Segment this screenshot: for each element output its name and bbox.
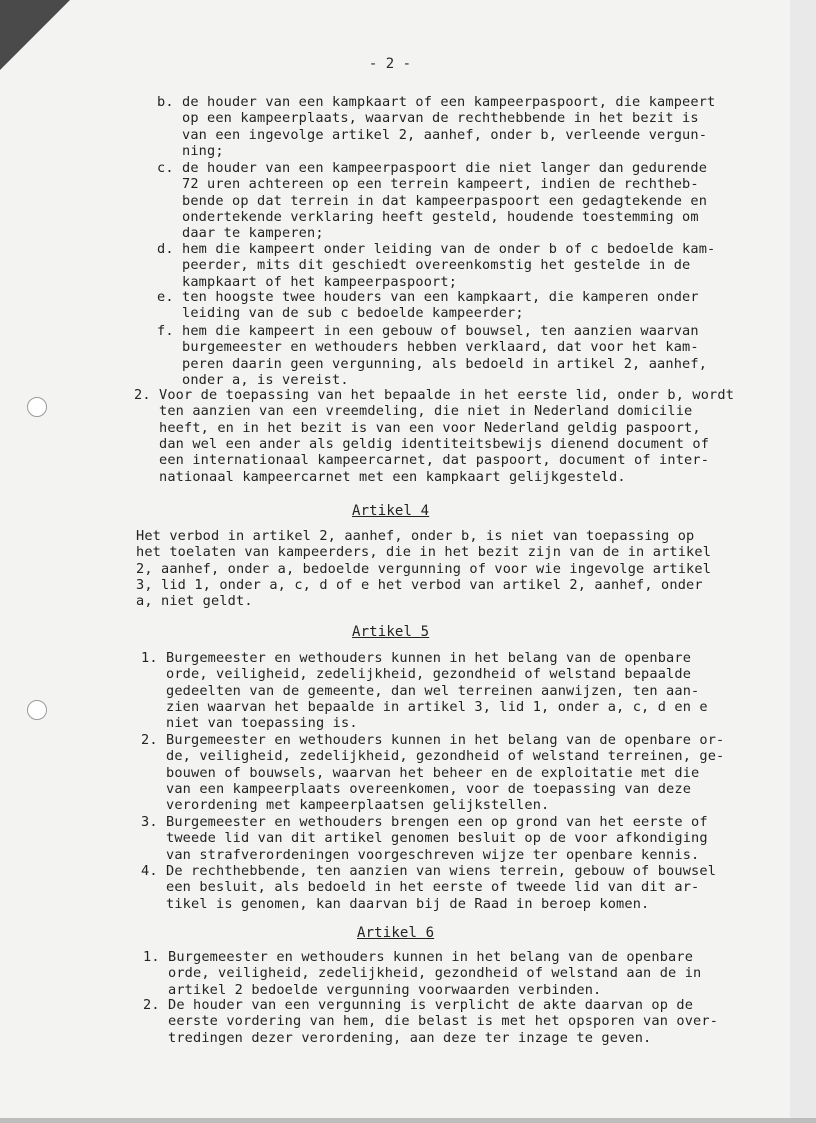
section-art3-2-line: heeft, en in het bezit is van een voor Nederland geldig paspoort, bbox=[134, 419, 701, 436]
punch-hole-bottom bbox=[27, 700, 47, 720]
article-paragraph-line: artikel 2 bedoelde vergunning voorwaarden verbinden. bbox=[143, 981, 602, 998]
section-art3-2-line: nationaal kampeercarnet met een kampkaart gelijkgesteld. bbox=[134, 468, 626, 485]
section-art3-2-line: 2. Voor de toepassing van het bepaalde in het eerste lid, onder b, wordt bbox=[134, 387, 735, 403]
section-c-line: c. de houder van een kampeerpaspoort die niet langer dan gedurende bbox=[157, 160, 708, 176]
article-paragraph-line: een besluit, als bedoeld in het eerste of tweede lid van dit ar- bbox=[141, 879, 700, 896]
section-art3-2-line: een internationaal kampeercarnet, dat paspoort, document of inter- bbox=[134, 452, 710, 469]
scan-edge-bottom bbox=[0, 1118, 816, 1123]
section-c-line: ondertekende verklaring heeft gesteld, houdende toestemming om bbox=[157, 208, 699, 225]
folded-corner bbox=[0, 0, 70, 70]
article-paragraph-line: eerste vordering van hem, die belast is met het opsporen van over- bbox=[143, 1013, 719, 1030]
article-heading: Artikel 6 bbox=[357, 925, 435, 941]
section-d-line: kampkaart of het kampeerpaspoort; bbox=[157, 273, 458, 290]
article-paragraph-line: van strafverordeningen voorgeschreven wijze ter openbare kennis. bbox=[141, 846, 700, 863]
article-paragraph-line: orde, veiligheid, zedelijkheid, gezondheid of welstand bepaalde bbox=[141, 666, 692, 683]
article-paragraph-line: het toelaten van kampeerders, die in het bezit zijn van de in artikel bbox=[136, 544, 712, 561]
section-c-line: bende op dat terrein in dat kampeerpaspoort een gedagtekende en bbox=[157, 192, 708, 209]
article-paragraph-line: 2. De houder van een vergunning is verplicht de akte daarvan op de bbox=[143, 997, 694, 1013]
article-paragraph-line: a, niet geldt. bbox=[136, 593, 253, 610]
article-paragraph-line: bouwen of bouwsels, waarvan het beheer en de exploitatie met die bbox=[141, 764, 700, 781]
section-d-line: d. hem die kampeert onder leiding van de onder b of c bedoelde kam- bbox=[157, 241, 716, 257]
section-c-line: 72 uren achtereen op een terrein kampeert, indien de rechtheb- bbox=[157, 176, 699, 193]
article-paragraph-line: 3. Burgemeester en wethouders brengen een op grond van het eerste of bbox=[141, 814, 708, 830]
section-e-line: leiding van de sub c bedoelde kampeerder; bbox=[157, 305, 524, 322]
article-paragraph-line: 3, lid 1, onder a, c, d of e het verbod van artikel 2, aanhef, onder bbox=[136, 576, 703, 593]
article-paragraph-line: niet van toepassing is. bbox=[141, 715, 358, 732]
article-paragraph-line: verordening met kampeerplaatsen gelijkstellen. bbox=[141, 797, 550, 814]
section-b-line: van een ingevolge artikel 2, aanhef, onder b, verleende vergun- bbox=[157, 126, 708, 143]
article-paragraph-line: 1. Burgemeester en wethouders kunnen in het belang van de openbare bbox=[143, 949, 694, 965]
article-paragraph-line: tweede lid van dit artikel genomen besluit op de voor afkondiging bbox=[141, 830, 708, 847]
article-paragraph-line: tredingen dezer verordening, aan deze ter inzage te geven. bbox=[143, 1029, 652, 1046]
article-heading: Artikel 5 bbox=[352, 624, 430, 640]
article-paragraph-line: gedeelten van de gemeente, dan wel terreinen aanwijzen, ten aan- bbox=[141, 682, 700, 699]
section-art3-2-line: ten aanzien van een vreemdeling, die niet in Nederland domicilie bbox=[134, 403, 693, 420]
section-e-line: e. ten hoogste twee houders van een kampkaart, die kamperen onder bbox=[157, 289, 699, 305]
section-d-line: peerder, mits dit geschiedt overeenkomstig het gestelde in de bbox=[157, 257, 691, 274]
section-f-line: onder a, is vereist. bbox=[157, 371, 349, 388]
section-c-line: daar te kamperen; bbox=[157, 225, 324, 242]
page-number: - 2 - bbox=[368, 56, 412, 72]
punch-hole-top bbox=[27, 397, 47, 417]
article-paragraph-line: 2. Burgemeester en wethouders kunnen in het belang van de openbare or- bbox=[141, 732, 725, 748]
article-paragraph-line: 4. De rechthebbende, ten aanzien van wiens terrein, gebouw of bouwsel bbox=[141, 863, 717, 879]
article-paragraph-line: 2, aanhef, onder a, bedoelde vergunning of voor wie ingevolge artikel bbox=[136, 560, 712, 577]
article-paragraph-line: van een kampeerplaats overeenkomen, voor de toepassing van deze bbox=[141, 780, 692, 797]
article-heading: Artikel 4 bbox=[352, 503, 430, 519]
section-f-line: f. hem die kampeert in een gebouw of bouwsel, ten aanzien waarvan bbox=[157, 323, 699, 339]
article-paragraph-line: Het verbod in artikel 2, aanhef, onder b, is niet van toepassing op bbox=[136, 528, 695, 544]
article-paragraph-line: zien waarvan het bepaalde in artikel 3, lid 1, onder a, c, d en e bbox=[141, 698, 708, 715]
section-f-line: peren daarin geen vergunning, als bedoeld in artikel 2, aanhef, bbox=[157, 355, 708, 372]
section-b-line: ning; bbox=[157, 142, 224, 159]
article-paragraph-line: tikel is genomen, kan daarvan bij de Raad in beroep komen. bbox=[141, 895, 650, 912]
section-b-line: b. de houder van een kampkaart of een kampeerpaspoort, die kampeert bbox=[157, 94, 716, 110]
section-art3-2-line: dan wel een ander als geldig identiteitsbewijs dienend document of bbox=[134, 435, 710, 452]
article-paragraph-line: de, veiligheid, zedelijkheid, gezondheid of welstand terreinen, ge- bbox=[141, 748, 725, 765]
scan-edge-right bbox=[790, 0, 816, 1123]
section-f-line: burgemeester en wethouders hebben verklaard, dat voor het kam- bbox=[157, 339, 699, 356]
section-b-line: op een kampeerplaats, waarvan de rechthebbende in het bezit is bbox=[157, 110, 699, 127]
article-paragraph-line: 1. Burgemeester en wethouders kunnen in het belang van de openbare bbox=[141, 650, 692, 666]
article-paragraph-line: orde, veiligheid, zedelijkheid, gezondheid of welstand aan de in bbox=[143, 965, 702, 982]
